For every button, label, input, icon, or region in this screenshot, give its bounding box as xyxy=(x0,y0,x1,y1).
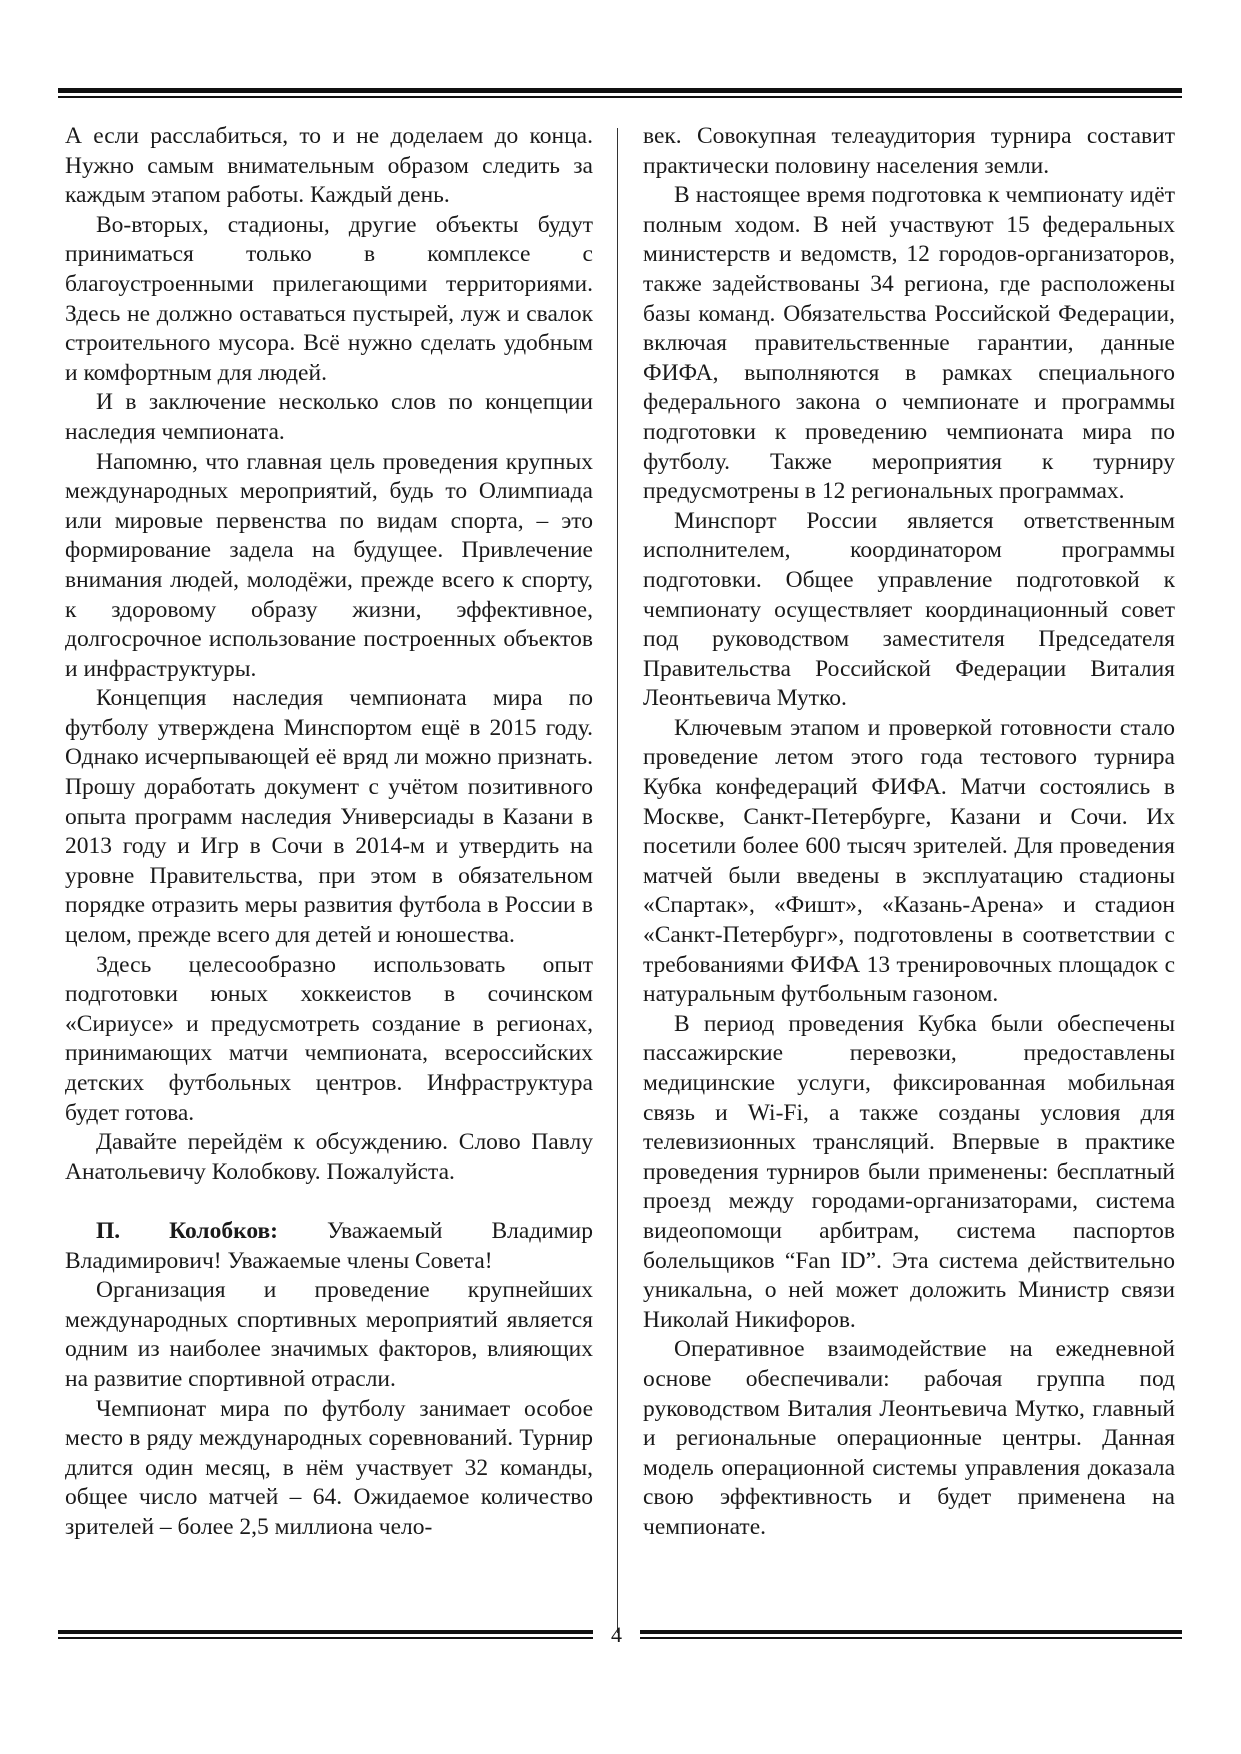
paragraph: В период проведения Кубка были обеспечены пассажирские перевозки, предоставлены медицинские услуги, фиксированная мобильная связь и Wi-Fi, а также созданы условия для телевизионных трансляций. Впервые в практике проведения турниров были применены: бесплатный проезд между городами-организаторами, система видеопомощи арбитрам, система паспортов болельщиков “Fan ID”. Эта система действительно уникальна, о ней может доложить Министр связи Николай Никифоров. xyxy=(643,1010,1175,1333)
paragraph: Концепция наследия чемпионата мира по футболу утверждена Минспортом ещё в 2015 году. Однако исчерпывающей её вряд ли можно признать. Прошу доработать документ с учётом позитивного опыта программ наследия Универсиады в Казани в 2013 году и Игр в Сочи в 2014-м и утвердить на уровне Правительства, при этом в обязательном порядке отразить меры развития футбола в России в целом, прежде всего для детей и юношества. xyxy=(65,685,593,949)
column-divider xyxy=(617,128,618,1633)
paragraph: Во-вторых, стадионы, другие объекты будут приниматься только в комплексе с благоустроенными прилегающими территориями. Здесь не должно оставаться пустырей, луж и свалок строительного мусора. Всё нужно сделать удобным и комфортным для людей. xyxy=(65,211,593,386)
right-column xyxy=(643,122,1175,1543)
paragraph: Минспорт России является ответственным исполнителем, координатором программы подготовки. Общее управление подготовкой к чемпионату осуществляет координационный совет под руководством заместителя Председателя Правительства Российской Федерации Виталия Леонтьевича Мутко. xyxy=(643,507,1175,712)
speaker-paragraph xyxy=(65,1217,593,1276)
paragraph: Чемпионат мира по футболу занимает особое место в ряду международных соревнований. Турнир длится один месяц, в нём участвует 32 команды, общее число матчей – 64. Ожидаемое количество зрителей – более 2,5 миллиона чело- xyxy=(65,1395,593,1540)
paragraph: А если расслабиться, то и не доделаем до конца. Нужно самым внимательным образом следить за каждым этапом работы. Каждый день. xyxy=(65,123,593,209)
paragraph: В настоящее время подготовка к чемпионату идёт полным ходом. В ней участвуют 15 федеральных министерств и ведомств, 12 городов-организаторов, также задействованы 34 региона, где расположены базы команд. Обязательства Российской Федерации, включая правительственные гарантии, данные ФИФА, выполняются в рамках специального федерального закона о чемпионате и программы подготовки к проведению чемпионата мира по футболу. Также мероприятия к турниру предусмотрены в 12 региональных программах. xyxy=(643,182,1175,505)
footer-rule-right xyxy=(640,1630,1182,1639)
speaker-name: П. Колобков: xyxy=(96,1217,279,1244)
speaker-text: Уважаемый Владимир Владимирович! Уважаемые члены Совета! xyxy=(65,1217,594,1274)
footer-rule-left xyxy=(58,1630,593,1639)
paragraph: век. Совокупная телеаудитория турнира составит практически половину населения земли. xyxy=(643,123,1175,179)
header-rule xyxy=(58,88,1182,98)
paragraph: Организация и проведение крупнейших международных спортивных мероприятий является одним из наиболее значимых факторов, влияющих на развитие спортивной отрасли. xyxy=(65,1277,593,1392)
paragraph: Оперативное взаимодействие на ежедневной основе обеспечивали: рабочая группа под руководством Виталия Леонтьевича Мутко, главный и региональные операционные центры. Данная модель операционной системы управления доказала свою эффективность и будет применена на чемпионате. xyxy=(643,1336,1175,1540)
paragraph: Напомню, что главная цель проведения крупных международных мероприятий, будь то Олимпиада или мировые первенства по видам спорта, – это формирование задела на будущее. Привлечение внимания людей, молодёжи, прежде всего к спорту, к здоровому образу жизни, эффективное, долгосрочное использование построенных объектов и инфраструктуры. xyxy=(65,448,593,682)
paragraph: И в заключение несколько слов по концепции наследия чемпионата. xyxy=(65,389,593,445)
paragraph: Ключевым этапом и проверкой готовности стало проведение летом этого года тестового турнира Кубка конфедераций ФИФА. Матчи состоялись в Москве, Санкт-Петербурге, Казани и Сочи. Их посетили более 600 тысяч зрителей. Для проведения матчей были введены в эксплуатацию стадионы «Спартак», «Фишт», «Казань-Арена» и стадион «Санкт-Петербург», подготовлены в соответствии с требованиями ФИФА 13 тренировочных площадок с натуральным футбольным газоном. xyxy=(643,714,1175,1008)
paragraph: Давайте перейдём к обсуждению. Слово Павлу Анатольевичу Колобкову. Пожалуйста. xyxy=(65,1129,593,1185)
page-number: 4 xyxy=(611,1622,622,1647)
paragraph: Здесь целесообразно использовать опыт подготовки юных хоккеистов в сочинском «Сириусе» и предусмотреть создание в регионах, принимающих матчи чемпионата, всероссийских детских футбольных центров. Инфраструктура будет готова. xyxy=(65,951,593,1126)
page-footer xyxy=(58,1622,1182,1647)
left-column xyxy=(65,122,593,1543)
